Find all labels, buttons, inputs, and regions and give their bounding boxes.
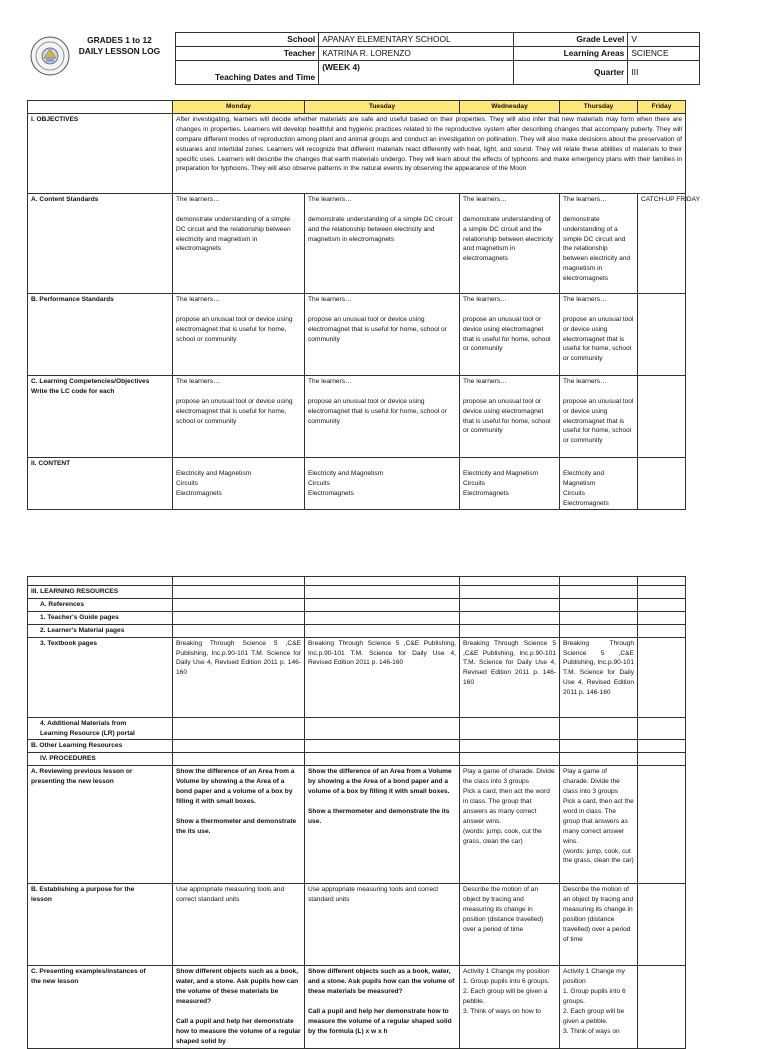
content-standards-tuesday: The learners… demonstrate understanding of a simple DC circuit and the relationship between electricity and magnetism in electromagnets (305, 193, 460, 293)
day-header-friday: Friday (638, 101, 686, 114)
header-table (27, 32, 700, 85)
empty-cell (638, 637, 686, 717)
examples-monday: Show different objects such as a book, water, and a stone. Ask pupils how can the volume of these materials be measured? Call a pupil and help her demonstrate how to measure the volume of a regular shaped solid by (173, 966, 305, 1048)
empty-cell (173, 611, 305, 624)
textbook-pages-label: 3. Textbook pages (28, 637, 173, 717)
grade-level-label: Grade Level (513, 33, 628, 47)
textbook-thursday: Breaking Through Science 5 ,C&E Publishing, Inc.p.90-101 T.M. Science for Daily Use 4, Revised Edition 2011 p. 146-160 (560, 637, 638, 717)
learning-competencies-wednesday: The learners… propose an unusual tool or device using electromagnet that is useful for home, school or community (460, 375, 560, 457)
empty-cell (460, 740, 560, 753)
empty-cell (305, 717, 460, 740)
reviewing-tuesday: Show the difference of an Area from a Volume by showing a the Area of a bond paper and a volume of a box by filling it with small boxes. Show a thermometer and demonstrate the its use. (305, 766, 460, 884)
form-title (27, 33, 175, 85)
empty-cell (638, 766, 686, 884)
purpose-thursday: Describe the motion of an object by tracing and measuring its change in position (distance travelled) over a period of time (560, 884, 638, 966)
quarter-value: III (628, 61, 700, 85)
teacher-label: Teacher (175, 47, 318, 61)
content-standards-label: A. Content Standards (28, 193, 173, 293)
teaching-dates-value: (WEEK 4) (319, 61, 513, 85)
learning-resources-label: III. LEARNING RESOURCES (28, 586, 173, 599)
reviewing-monday: Show the difference of an Area from a Volume by showing a the Area of a bond paper and a volume of a box by filling it with small boxes. Show a thermometer and demonstrate the its use. (173, 766, 305, 884)
spacer-cell (560, 577, 638, 586)
procedures-label: IV. PROCEDURES (28, 753, 173, 766)
content-standards-thursday: The learners… demonstrate understanding of a simple DC circuit and the relationship between electricity and magnetism in electromagnets (560, 193, 638, 293)
grade-level-value: V (628, 33, 700, 47)
empty-cell (460, 586, 560, 599)
reviewing-wednesday: Play a game of charade. Divide the class into 3 groups Pick a card, then act the word in class. The group that answers as many correct answer wins. (words: jump, cook, cut the grass, clean the car) (460, 766, 560, 884)
performance-standards-thursday: The learners… propose an unusual tool or device using electromagnet that is useful for home, school or community (560, 293, 638, 375)
empty-cell (305, 611, 460, 624)
empty-cell (460, 611, 560, 624)
quarter-label: Quarter (513, 61, 628, 85)
empty-cell (638, 966, 686, 1048)
purpose-wednesday: Describe the motion of an object by tracing and measuring its change in position (distance travelled) over a period of time (460, 884, 560, 966)
content-tuesday: Electricity and Magnetism Circuits Electromagnets (305, 457, 460, 510)
content-label: II. CONTENT (28, 457, 173, 510)
form-title-line2: DAILY LESSON LOG (78, 45, 161, 56)
empty-cell (305, 753, 460, 766)
performance-standards-label: B. Performance Standards (28, 293, 173, 375)
empty-cell (638, 598, 686, 611)
blank-day-header (28, 101, 173, 114)
spacer-cell (305, 577, 460, 586)
learning-competencies-label: C. Learning Competencies/Objectives Write the LC code for each (28, 375, 173, 457)
content-monday: Electricity and Magnetism Circuits Electromagnets (173, 457, 305, 510)
examples-tuesday: Show different objects such as a book, water, and a stone. Ask pupils how can the volume of these materials be measured? Call a pupil and help her demonstrate how to measure the volume of a regular shaped solid by the formula (L) x w x h (305, 966, 460, 1048)
examples-thursday: Activity 1 Change my position 1. Group pupils into 6 groups. 2. Each group will be given a pebble. 3. Think of ways on (560, 966, 638, 1048)
learning-area-label: Learning Areas (513, 47, 628, 61)
empty-cell (638, 740, 686, 753)
empty-cell (173, 624, 305, 637)
content-standards-wednesday: The learners… demonstrate understanding of a simple DC circuit and the relationship between electricity and magnetism in electromagnets (460, 193, 560, 293)
lesson-table-part2 (27, 576, 686, 1049)
empty-cell (560, 740, 638, 753)
day-header-tuesday: Tuesday (305, 101, 460, 114)
other-resources-label: B. Other Learning Resources (28, 740, 173, 753)
empty-cell (638, 884, 686, 966)
empty-cell (560, 717, 638, 740)
teaching-dates-label: Teaching Dates and Time (175, 61, 318, 85)
establishing-purpose-label: B. Establishing a purpose for the lesson (28, 884, 173, 966)
performance-standards-wednesday: The learners… propose an unusual tool or device using electromagnet that is useful for home, school or community (460, 293, 560, 375)
spacer-cell (173, 577, 305, 586)
textbook-monday: Breaking Through Science 5 ,C&E Publishing, Inc.p.90-101 T.M. Science for Daily Use 4, Revised Edition 2011 p. 146-160 (173, 637, 305, 717)
empty-cell (560, 598, 638, 611)
day-header-wednesday: Wednesday (460, 101, 560, 114)
learning-competencies-tuesday: The learners… propose an unusual tool or device using electromagnet that is useful for home, school or community (305, 375, 460, 457)
school-value: APANAY ELEMENTARY SCHOOL (319, 33, 513, 47)
performance-standards-monday: The learners… propose an unusual tool or device using electromagnet that is useful for home, school or community (173, 293, 305, 375)
empty-cell (305, 740, 460, 753)
day-header-thursday: Thursday (560, 101, 638, 114)
lesson-table-part1 (27, 100, 700, 510)
empty-cell (638, 753, 686, 766)
empty-cell (638, 586, 686, 599)
spacer-cell (638, 577, 686, 586)
learning-area-value: SCIENCE (628, 47, 700, 61)
spacer-cell (28, 577, 173, 586)
objectives-text: After investigating, learners will decide whether materials are safe and useful based on their properties. They will also infer that new materials may form when there are changes in properties. Learners will develop healthful and hygienic practices related to the reproductive system after describing changes that accompany puberty. They will compare different modes of reproduction among plant and animal groups and conduct an investigation on pollination. They will also make decisions about the preservation of estuaries and intertidal zones. Learners will recognize that different materials react differently with heat, light, and sound. They will relate these abilities of materials to their specific uses. Learners will describe the changes that earth materials undergo. They will learn about the effects of typhoons and make emergency plans with their families in preparation for typhoons. They will also observe patterns in the natural events by observing the appearance of the Moon (173, 113, 686, 193)
learning-competencies-friday (638, 375, 686, 457)
empty-cell (305, 598, 460, 611)
form-title-line1: GRADES 1 to 12 (87, 34, 152, 45)
additional-materials-label: 4. Additional Materials from Learning Resource (LR) portal (28, 717, 173, 740)
empty-cell (560, 611, 638, 624)
empty-cell (173, 586, 305, 599)
empty-cell (560, 586, 638, 599)
empty-cell (460, 624, 560, 637)
empty-cell (638, 624, 686, 637)
learning-competencies-monday: The learners… propose an unusual tool or device using electromagnet that is useful for home, school or community (173, 375, 305, 457)
empty-cell (173, 598, 305, 611)
learning-competencies-thursday: The learners… propose an unusual tool or device using electromagnet that is useful for home, school or community (560, 375, 638, 457)
content-friday (638, 457, 686, 510)
teacher-value: KATRINA R. LORENZO (319, 47, 513, 61)
references-label: A. References (28, 598, 173, 611)
empty-cell (460, 753, 560, 766)
examples-wednesday: Activity 1 Change my position 1. Group pupils into 6 groups. 2. Each group will be given a pebble. 3. Think of ways on how to (460, 966, 560, 1048)
teachers-guide-label: 1. Teacher's Guide pages (28, 611, 173, 624)
objectives-label: I. OBJECTIVES (28, 113, 173, 193)
empty-cell (460, 598, 560, 611)
content-standards-friday: CATCH-UP FRIDAY (638, 193, 686, 293)
reviewing-lesson-label: A. Reviewing previous lesson or presenting the new lesson (28, 766, 173, 884)
purpose-tuesday: Use appropriate measuring tools and correct standard units (305, 884, 460, 966)
textbook-wednesday: Breaking Through Science 5 ,C&E Publishing, Inc.p.90-101 T.M. Science for Daily Use 4, Revised Edition 2011 p. 146-160 (460, 637, 560, 717)
empty-cell (560, 753, 638, 766)
purpose-monday: Use appropriate measuring tools and correct standard units (173, 884, 305, 966)
content-thursday: Electricity and Magnetism Circuits Electromagnets (560, 457, 638, 510)
day-header-monday: Monday (173, 101, 305, 114)
performance-standards-tuesday: The learners… propose an unusual tool or device using electromagnet that is useful for home, school or community (305, 293, 460, 375)
reviewing-thursday: Play a game of charade. Divide the class into 3 groups Pick a card, then act the word in class. The group that answers as many correct answer wins. (words: jump, cook, cut the grass, clean the car) (560, 766, 638, 884)
empty-cell (305, 624, 460, 637)
learners-material-label: 2. Learner's Material pages (28, 624, 173, 637)
textbook-tuesday: Breaking Through Science 5 ,C&E Publishing, Inc.p.90-101 T.M. Science for Daily Use 4, Revised Edition 2011 p. 146-160 (305, 637, 460, 717)
presenting-examples-label: C. Presenting examples/instances of the new lesson (28, 966, 173, 1048)
empty-cell (560, 624, 638, 637)
content-standards-monday: The learners… demonstrate understanding of a simple DC circuit and the relationship between electricity and magnetism in electromagnets (173, 193, 305, 293)
performance-standards-friday (638, 293, 686, 375)
spacer-cell (460, 577, 560, 586)
empty-cell (638, 611, 686, 624)
empty-cell (638, 717, 686, 740)
empty-cell (173, 717, 305, 740)
empty-cell (173, 753, 305, 766)
empty-cell (305, 586, 460, 599)
content-wednesday: Electricity and Magnetism Circuits Electromagnets (460, 457, 560, 510)
empty-cell (173, 740, 305, 753)
empty-cell (460, 717, 560, 740)
school-label: School (175, 33, 318, 47)
